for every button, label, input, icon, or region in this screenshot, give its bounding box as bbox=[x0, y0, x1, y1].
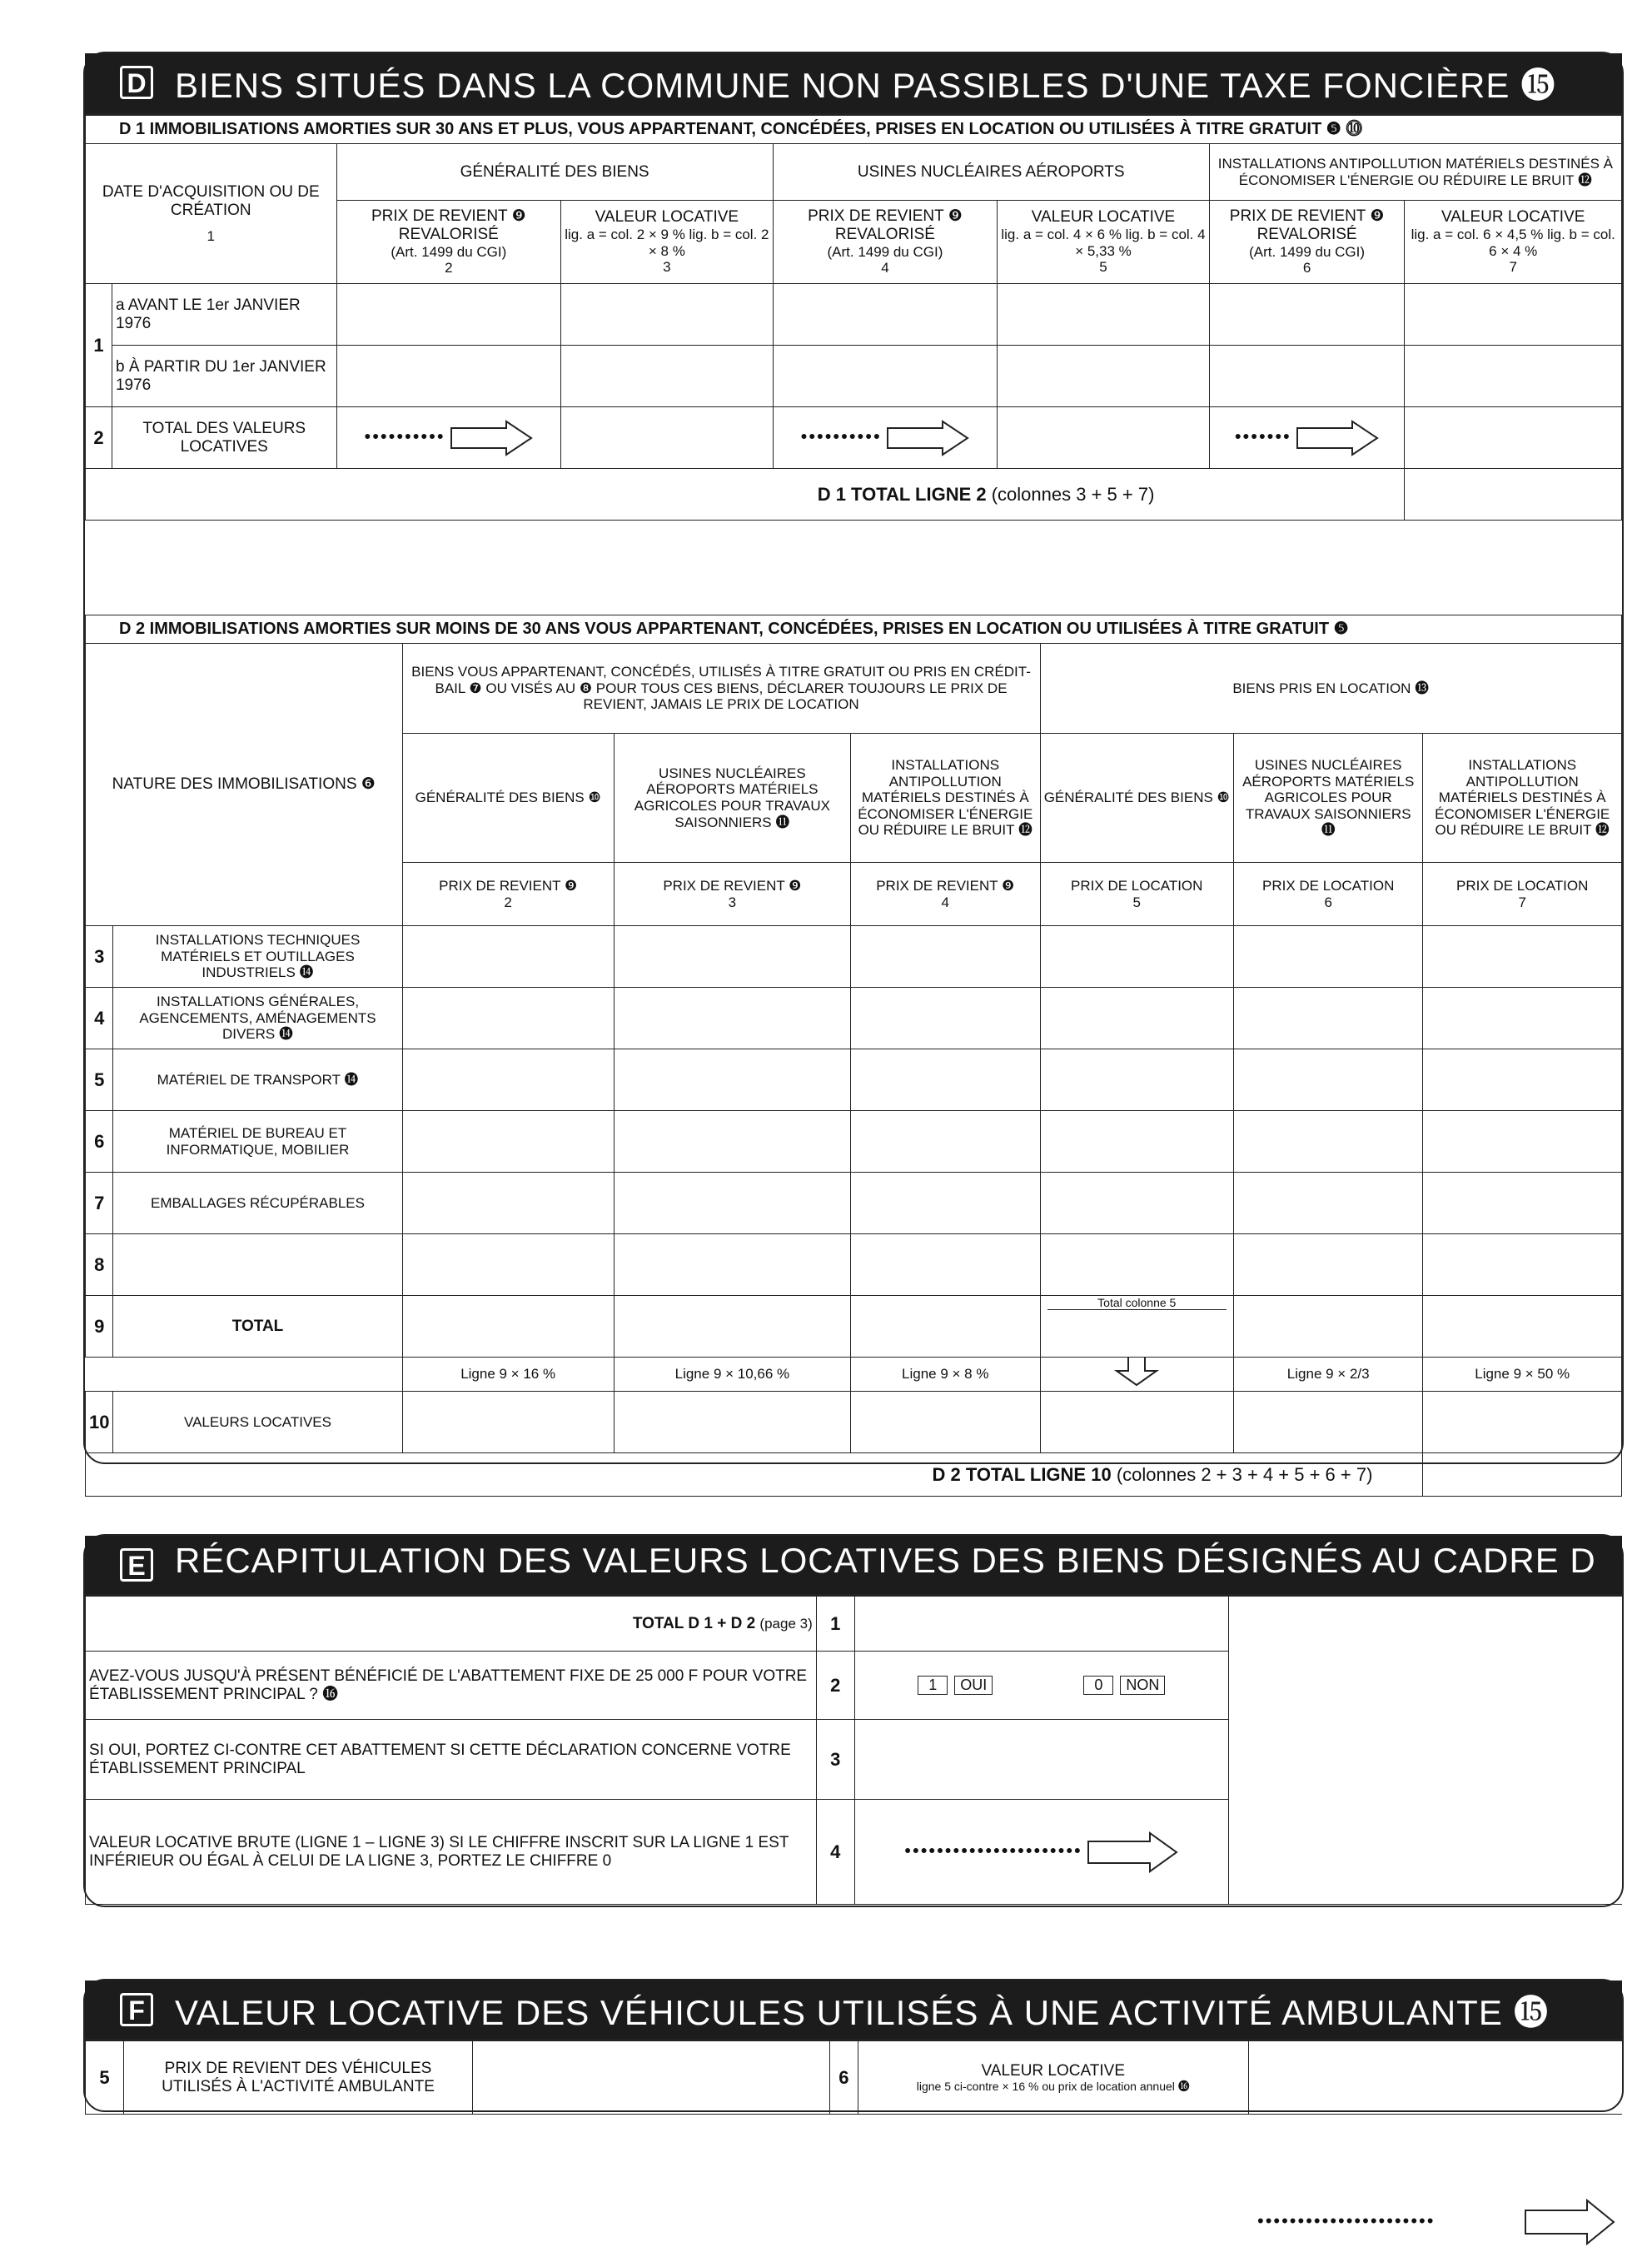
section-d-title: BIENS SITUÉS DANS LA COMMUNE NON PASSIBLES D'UNE TAXE FONCIÈRE ⓯ bbox=[175, 66, 1557, 105]
arrow-right-icon bbox=[1524, 2199, 1615, 2245]
dot-leader: •••••••••• bbox=[800, 425, 882, 446]
e-row-num: 2 bbox=[816, 1652, 854, 1720]
dot-leader: •••••••••••••••••••••• bbox=[1257, 2210, 1436, 2231]
section-d bbox=[83, 52, 1624, 1485]
d2-cell[interactable] bbox=[614, 1173, 850, 1234]
d2-total-row bbox=[86, 1453, 1423, 1497]
d2-cell[interactable] bbox=[1040, 1049, 1233, 1111]
d2-total-col5-cell bbox=[1040, 1296, 1233, 1358]
d2-cell[interactable] bbox=[1423, 926, 1622, 988]
d2-total-col5-label: Total colonne 5 bbox=[1047, 1296, 1227, 1310]
d1-cell[interactable] bbox=[561, 346, 774, 407]
d2-price-head: PRIX DE LOCATION 6 bbox=[1233, 863, 1422, 926]
d2-row-label: INSTALLATIONS TECHNIQUES MATÉRIELS ET OUTILLAGES INDUSTRIELS ⓮ bbox=[113, 926, 402, 988]
arrow-right-icon bbox=[1296, 420, 1379, 456]
d2-price-head: PRIX DE REVIENT ❾ 2 bbox=[402, 863, 614, 926]
d2-price-head: PRIX DE LOCATION 7 bbox=[1423, 863, 1622, 926]
d2-cell[interactable] bbox=[1233, 1296, 1422, 1358]
d2-cell[interactable] bbox=[850, 988, 1040, 1049]
yes-label: OUI bbox=[954, 1676, 993, 1695]
d2-cell[interactable] bbox=[850, 1049, 1040, 1111]
d2-sub-nuclear-rented: USINES NUCLÉAIRES AÉROPORTS MATÉRIELS AGRICOLES POUR TRAVAUX SAISONNIERS ⓫ bbox=[1233, 734, 1422, 863]
table-row bbox=[86, 1173, 1622, 1234]
f-row6-label: VALEUR LOCATIVE bbox=[981, 2061, 1125, 2080]
d1-cell[interactable] bbox=[773, 284, 998, 346]
d2-cell[interactable] bbox=[402, 1296, 614, 1358]
d2-row-num: 5 bbox=[86, 1049, 113, 1111]
d2-cell[interactable] bbox=[1423, 1111, 1622, 1173]
d2-multiplier-arrow bbox=[1040, 1358, 1233, 1392]
d1-cell[interactable] bbox=[561, 284, 774, 346]
d2-cell[interactable] bbox=[1040, 988, 1233, 1049]
section-d-letter: D bbox=[120, 66, 153, 99]
f-row6-note: ligne 5 ci-contre × 16 % ou prix de location annuel ⓰ bbox=[916, 2080, 1190, 2094]
d2-cell[interactable] bbox=[402, 1234, 614, 1296]
d2-cell[interactable] bbox=[1040, 926, 1233, 988]
d1-total-row bbox=[86, 469, 1405, 521]
d1-row1-num: 1 bbox=[86, 284, 112, 407]
d2-sub-antipollution-rented: INSTALLATIONS ANTIPOLLUTION MATÉRIELS DESTINÉS À ÉCONOMISER L'ÉNERGIE OU RÉDUIRE LE BRUIT ⓬ bbox=[1423, 734, 1622, 863]
d2-cell[interactable] bbox=[850, 926, 1040, 988]
e-side-blank bbox=[1228, 1597, 1622, 1905]
d2-cell[interactable] bbox=[1233, 1173, 1422, 1234]
e-row1-field[interactable] bbox=[854, 1597, 1228, 1652]
d2-cell[interactable] bbox=[614, 1049, 850, 1111]
e-row4-label: VALEUR LOCATIVE BRUTE (LIGNE 1 – LIGNE 3) SI LE CHIFFRE INSCRIT SUR LA LIGNE 1 EST INFÉRIEUR OU ÉGAL À CELUI DE LA LIGNE 3, PORTEZ LE CHIFFRE 0 bbox=[86, 1800, 817, 1905]
d2-cell[interactable] bbox=[614, 1234, 850, 1296]
d2-row-num: 4 bbox=[86, 988, 113, 1049]
d1-row2-num: 2 bbox=[86, 407, 112, 469]
d1-arrow-cell bbox=[773, 407, 998, 469]
d1-col1-num: 1 bbox=[206, 227, 215, 244]
d1-col-3: VALEUR LOCATIVE lig. a = col. 2 × 9 % lig. b = col. 2 × 8 % 3 bbox=[561, 201, 774, 284]
f-table bbox=[85, 2040, 1622, 2115]
d2-row-label: MATÉRIEL DE TRANSPORT ⓮ bbox=[113, 1049, 402, 1111]
d1-cell[interactable] bbox=[998, 284, 1210, 346]
d1-arrow-cell bbox=[336, 407, 561, 469]
d1-total-note: (colonnes 3 + 5 + 7) bbox=[991, 483, 1155, 505]
e-yes-no-cell bbox=[854, 1652, 1228, 1720]
d1-cell[interactable] bbox=[998, 346, 1210, 407]
d2-price-head: PRIX DE REVIENT ❾ 3 bbox=[614, 863, 850, 926]
footer-continue bbox=[1257, 2199, 1624, 2249]
d2-multiplier: Ligne 9 × 2/3 bbox=[1233, 1358, 1422, 1392]
d1-cell[interactable] bbox=[1405, 346, 1622, 407]
d2-row-num: 7 bbox=[86, 1173, 113, 1234]
arrow-down-icon bbox=[1112, 1358, 1162, 1386]
d2-cell[interactable] bbox=[402, 926, 614, 988]
d2-price-head: PRIX DE LOCATION 5 bbox=[1040, 863, 1233, 926]
d2-row-label: INSTALLATIONS GÉNÉRALES, AGENCEMENTS, AMÉNAGEMENTS DIVERS ⓮ bbox=[113, 988, 402, 1049]
d1-cell[interactable] bbox=[998, 407, 1210, 469]
d1-col-4: PRIX DE REVIENT ❾ REVALORISÉ (Art. 1499 du CGI) 4 bbox=[773, 201, 998, 284]
e-row-num: 3 bbox=[816, 1720, 854, 1800]
d2-col1-header-text: NATURE DES IMMOBILISATIONS ❻ bbox=[112, 775, 376, 794]
d2-row-num: 9 bbox=[86, 1296, 113, 1358]
f-row6-label-cell bbox=[858, 2041, 1248, 2115]
d2-cell[interactable] bbox=[850, 1111, 1040, 1173]
d1-total-field[interactable] bbox=[1405, 469, 1622, 521]
d2-multiplier: Ligne 9 × 8 % bbox=[850, 1358, 1040, 1392]
d2-cell[interactable] bbox=[614, 988, 850, 1049]
d1-col-7: VALEUR LOCATIVE lig. a = col. 6 × 4,5 % lig. b = col. 6 × 4 % 7 bbox=[1405, 201, 1622, 284]
d2-cell[interactable] bbox=[1233, 1392, 1422, 1453]
table-row bbox=[86, 1049, 1622, 1111]
f-row5-label: PRIX DE REVIENT DES VÉHICULES UTILISÉS À L'ACTIVITÉ AMBULANTE bbox=[123, 2041, 472, 2115]
section-d-header bbox=[85, 53, 1622, 115]
d2-group-owned: BIENS VOUS APPARTENANT, CONCÉDÉS, UTILISÉS À TITRE GRATUIT OU PRIS EN CRÉDIT-BAIL ❼ OU VISÉS AU ❽ POUR TOUS CES BIENS, DÉCLARER TOUJOURS LE PRIX DE REVIENT, JAMAIS LE PRIX DE LOCATION bbox=[402, 644, 1040, 734]
d2-sub-general-rented: GÉNÉRALITÉ DES BIENS ❿ bbox=[1040, 734, 1233, 863]
d2-multiplier: Ligne 9 × 50 % bbox=[1423, 1358, 1622, 1392]
d2-cell[interactable] bbox=[1423, 1296, 1622, 1358]
table-row bbox=[86, 1234, 1622, 1296]
d2-cell[interactable] bbox=[402, 1111, 614, 1173]
d2-row-label: TOTAL bbox=[113, 1296, 402, 1358]
d1-cell[interactable] bbox=[1209, 346, 1405, 407]
d2-total-note: (colonnes 2 + 3 + 4 + 5 + 6 + 7) bbox=[1116, 1463, 1373, 1485]
d2-multiplier-spacer bbox=[86, 1358, 403, 1392]
arrow-right-icon bbox=[886, 420, 969, 456]
d2-row10-num: 10 bbox=[86, 1392, 113, 1453]
f-row6-field[interactable] bbox=[1248, 2041, 1622, 2115]
d1-row1b-label: b À PARTIR DU 1er JANVIER 1976 bbox=[112, 346, 336, 407]
d2-cell[interactable] bbox=[1040, 1392, 1233, 1453]
d2-col1-header bbox=[86, 644, 403, 926]
d1-col1-header bbox=[86, 144, 337, 284]
table-row bbox=[86, 926, 1622, 988]
d2-cell[interactable] bbox=[1233, 988, 1422, 1049]
e-table bbox=[85, 1596, 1622, 1905]
d2-cell[interactable] bbox=[1423, 988, 1622, 1049]
section-f-title: VALEUR LOCATIVE DES VÉHICULES UTILISÉS À UNE ACTIVITÉ AMBULANTE ⓯ bbox=[175, 1993, 1550, 2032]
d2-cell[interactable] bbox=[1423, 1234, 1622, 1296]
no-label: NON bbox=[1120, 1676, 1165, 1695]
section-f bbox=[83, 1979, 1624, 2112]
e-row1-label: TOTAL D 1 + D 2 (page 3) bbox=[86, 1597, 817, 1652]
d2-sub-antipollution: INSTALLATIONS ANTIPOLLUTION MATÉRIELS DESTINÉS À ÉCONOMISER L'ÉNERGIE OU RÉDUIRE LE BRUIT ⓬ bbox=[850, 734, 1040, 863]
d2-group-rented: BIENS PRIS EN LOCATION ⓭ bbox=[1040, 644, 1621, 734]
d2-cell[interactable] bbox=[1233, 1234, 1422, 1296]
dot-leader: •••••••••••••••••••••• bbox=[904, 1839, 1082, 1861]
d1-cell[interactable] bbox=[336, 346, 561, 407]
d1-group-general: GÉNÉRALITÉ DES BIENS bbox=[336, 144, 773, 201]
d1-col1-header-text: DATE D'ACQUISITION OU DE CRÉATION bbox=[102, 182, 320, 219]
d1-cell[interactable] bbox=[561, 407, 774, 469]
table-row bbox=[86, 1111, 1622, 1173]
dot-leader: •••••••••• bbox=[364, 425, 445, 446]
d1-cell[interactable] bbox=[1209, 284, 1405, 346]
d1-cell[interactable] bbox=[1405, 284, 1622, 346]
d2-multiplier: Ligne 9 × 10,66 % bbox=[614, 1358, 850, 1392]
section-e-title: RÉCAPITULATION DES VALEURS LOCATIVES DES BIENS DÉSIGNÉS AU CADRE D bbox=[175, 1541, 1596, 1580]
e-row3-label: SI OUI, PORTEZ CI-CONTRE CET ABATTEMENT SI CETTE DÉCLARATION CONCERNE VOTRE ÉTABLISSEMENT PRINCIPAL bbox=[86, 1720, 817, 1800]
d2-cell[interactable] bbox=[850, 1234, 1040, 1296]
d1-col-5: VALEUR LOCATIVE lig. a = col. 4 × 6 % lig. b = col. 4 × 5,33 % 5 bbox=[998, 201, 1210, 284]
e-arrow-cell bbox=[854, 1800, 1228, 1905]
d2-cell[interactable] bbox=[614, 1111, 850, 1173]
no-checkbox[interactable]: 0 bbox=[1083, 1676, 1113, 1695]
d2-cell[interactable] bbox=[1423, 1173, 1622, 1234]
f-row5-field[interactable] bbox=[473, 2041, 830, 2115]
e-row-num: 4 bbox=[816, 1800, 854, 1905]
d2-price-head: PRIX DE REVIENT ❾ 4 bbox=[850, 863, 1040, 926]
dot-leader: ••••••• bbox=[1234, 425, 1291, 446]
d2-cell[interactable] bbox=[1040, 1173, 1233, 1234]
d1-cell[interactable] bbox=[336, 284, 561, 346]
d2-row-label[interactable] bbox=[113, 1234, 402, 1296]
d2-cell[interactable] bbox=[1233, 1049, 1422, 1111]
d2-row-num: 3 bbox=[86, 926, 113, 988]
d2-row-label: EMBALLAGES RÉCUPÉRABLES bbox=[113, 1173, 402, 1234]
d2-cell[interactable] bbox=[402, 988, 614, 1049]
d1-table bbox=[85, 115, 1622, 521]
d2-cell[interactable] bbox=[1040, 1111, 1233, 1173]
section-f-letter: F bbox=[120, 1993, 153, 2026]
d1-cell[interactable] bbox=[1405, 407, 1622, 469]
d2-total-field[interactable] bbox=[1423, 1453, 1622, 1497]
d2-section-label: D 2 IMMOBILISATIONS AMORTIES SUR MOINS DE 30 ANS VOUS APPARTENANT, CONCÉDÉES, PRISES EN LOCATION OU UTILISÉES À TITRE GRATUIT ❺ bbox=[86, 615, 1622, 644]
d1-row2-label: TOTAL DES VALEURS LOCATIVES bbox=[112, 407, 336, 469]
d2-cell[interactable] bbox=[402, 1049, 614, 1111]
d2-cell[interactable] bbox=[1040, 1234, 1233, 1296]
d2-total-label: D 2 TOTAL LIGNE 10 bbox=[932, 1463, 1112, 1485]
d2-cell[interactable] bbox=[402, 1392, 614, 1453]
d2-row-num: 8 bbox=[86, 1234, 113, 1296]
d2-cell[interactable] bbox=[614, 926, 850, 988]
d2-cell[interactable] bbox=[1233, 1111, 1422, 1173]
d2-cell[interactable] bbox=[850, 1173, 1040, 1234]
d1-cell[interactable] bbox=[773, 346, 998, 407]
e-row3-field[interactable] bbox=[854, 1720, 1228, 1800]
d2-cell[interactable] bbox=[850, 1392, 1040, 1453]
section-f-header bbox=[85, 1980, 1622, 2040]
f-row5-num: 5 bbox=[86, 2041, 124, 2115]
d2-cell[interactable] bbox=[614, 1296, 850, 1358]
d2-table bbox=[85, 615, 1622, 1497]
d2-multiplier: Ligne 9 × 16 % bbox=[402, 1358, 614, 1392]
d1-total-label: D 1 TOTAL LIGNE 2 bbox=[817, 483, 987, 505]
section-e-header bbox=[85, 1536, 1622, 1596]
d2-row-num: 6 bbox=[86, 1111, 113, 1173]
d1-row1a-label: a AVANT LE 1er JANVIER 1976 bbox=[112, 284, 336, 346]
d1-section-label: D 1 IMMOBILISATIONS AMORTIES SUR 30 ANS ET PLUS, VOUS APPARTENANT, CONCÉDÉES, PRISES EN LOCATION OU UTILISÉES À TITRE GRATUIT ❺ ⓾ bbox=[86, 116, 1622, 144]
section-e-letter: E bbox=[120, 1548, 153, 1582]
d2-cell[interactable] bbox=[1423, 1392, 1622, 1453]
e-row-num: 1 bbox=[816, 1597, 854, 1652]
d2-row-label: MATÉRIEL DE BUREAU ET INFORMATIQUE, MOBILIER bbox=[113, 1111, 402, 1173]
d1-arrow-cell bbox=[1209, 407, 1405, 469]
yes-checkbox[interactable]: 1 bbox=[918, 1676, 948, 1695]
d2-row10-label: VALEURS LOCATIVES bbox=[113, 1392, 402, 1453]
d1-col-6: PRIX DE REVIENT ❾ REVALORISÉ (Art. 1499 du CGI) 6 bbox=[1209, 201, 1405, 284]
table-row bbox=[86, 1392, 1622, 1453]
arrow-right-icon bbox=[450, 420, 533, 456]
f-row6-num: 6 bbox=[829, 2041, 858, 2115]
section-e bbox=[83, 1534, 1624, 1907]
d1-col-2: PRIX DE REVIENT ❾ REVALORISÉ (Art. 1499 du CGI) 2 bbox=[336, 201, 561, 284]
d2-sub-nuclear: USINES NUCLÉAIRES AÉROPORTS MATÉRIELS AGRICOLES POUR TRAVAUX SAISONNIERS ⓫ bbox=[614, 734, 850, 863]
d2-sub-general: GÉNÉRALITÉ DES BIENS ❿ bbox=[402, 734, 614, 863]
d2-cell[interactable] bbox=[1233, 926, 1422, 988]
table-row bbox=[86, 988, 1622, 1049]
d2-cell[interactable] bbox=[850, 1296, 1040, 1358]
table-row bbox=[86, 1296, 1622, 1358]
d2-cell[interactable] bbox=[614, 1392, 850, 1453]
d1-group-nuclear: USINES NUCLÉAIRES AÉROPORTS bbox=[773, 144, 1209, 201]
arrow-right-icon bbox=[1087, 1831, 1178, 1873]
e-row2-label: AVEZ-VOUS JUSQU'À PRÉSENT BÉNÉFICIÉ DE L'ABATTEMENT FIXE DE 25 000 F POUR VOTRE ÉTABLISSEMENT PRINCIPAL ? ⓰ bbox=[86, 1652, 817, 1720]
d1-group-antipollution: INSTALLATIONS ANTIPOLLUTION MATÉRIELS DESTINÉS À ÉCONOMISER L'ÉNERGIE OU RÉDUIRE LE BRUIT ⓬ bbox=[1209, 144, 1621, 201]
d2-cell[interactable] bbox=[402, 1173, 614, 1234]
d2-cell[interactable] bbox=[1423, 1049, 1622, 1111]
